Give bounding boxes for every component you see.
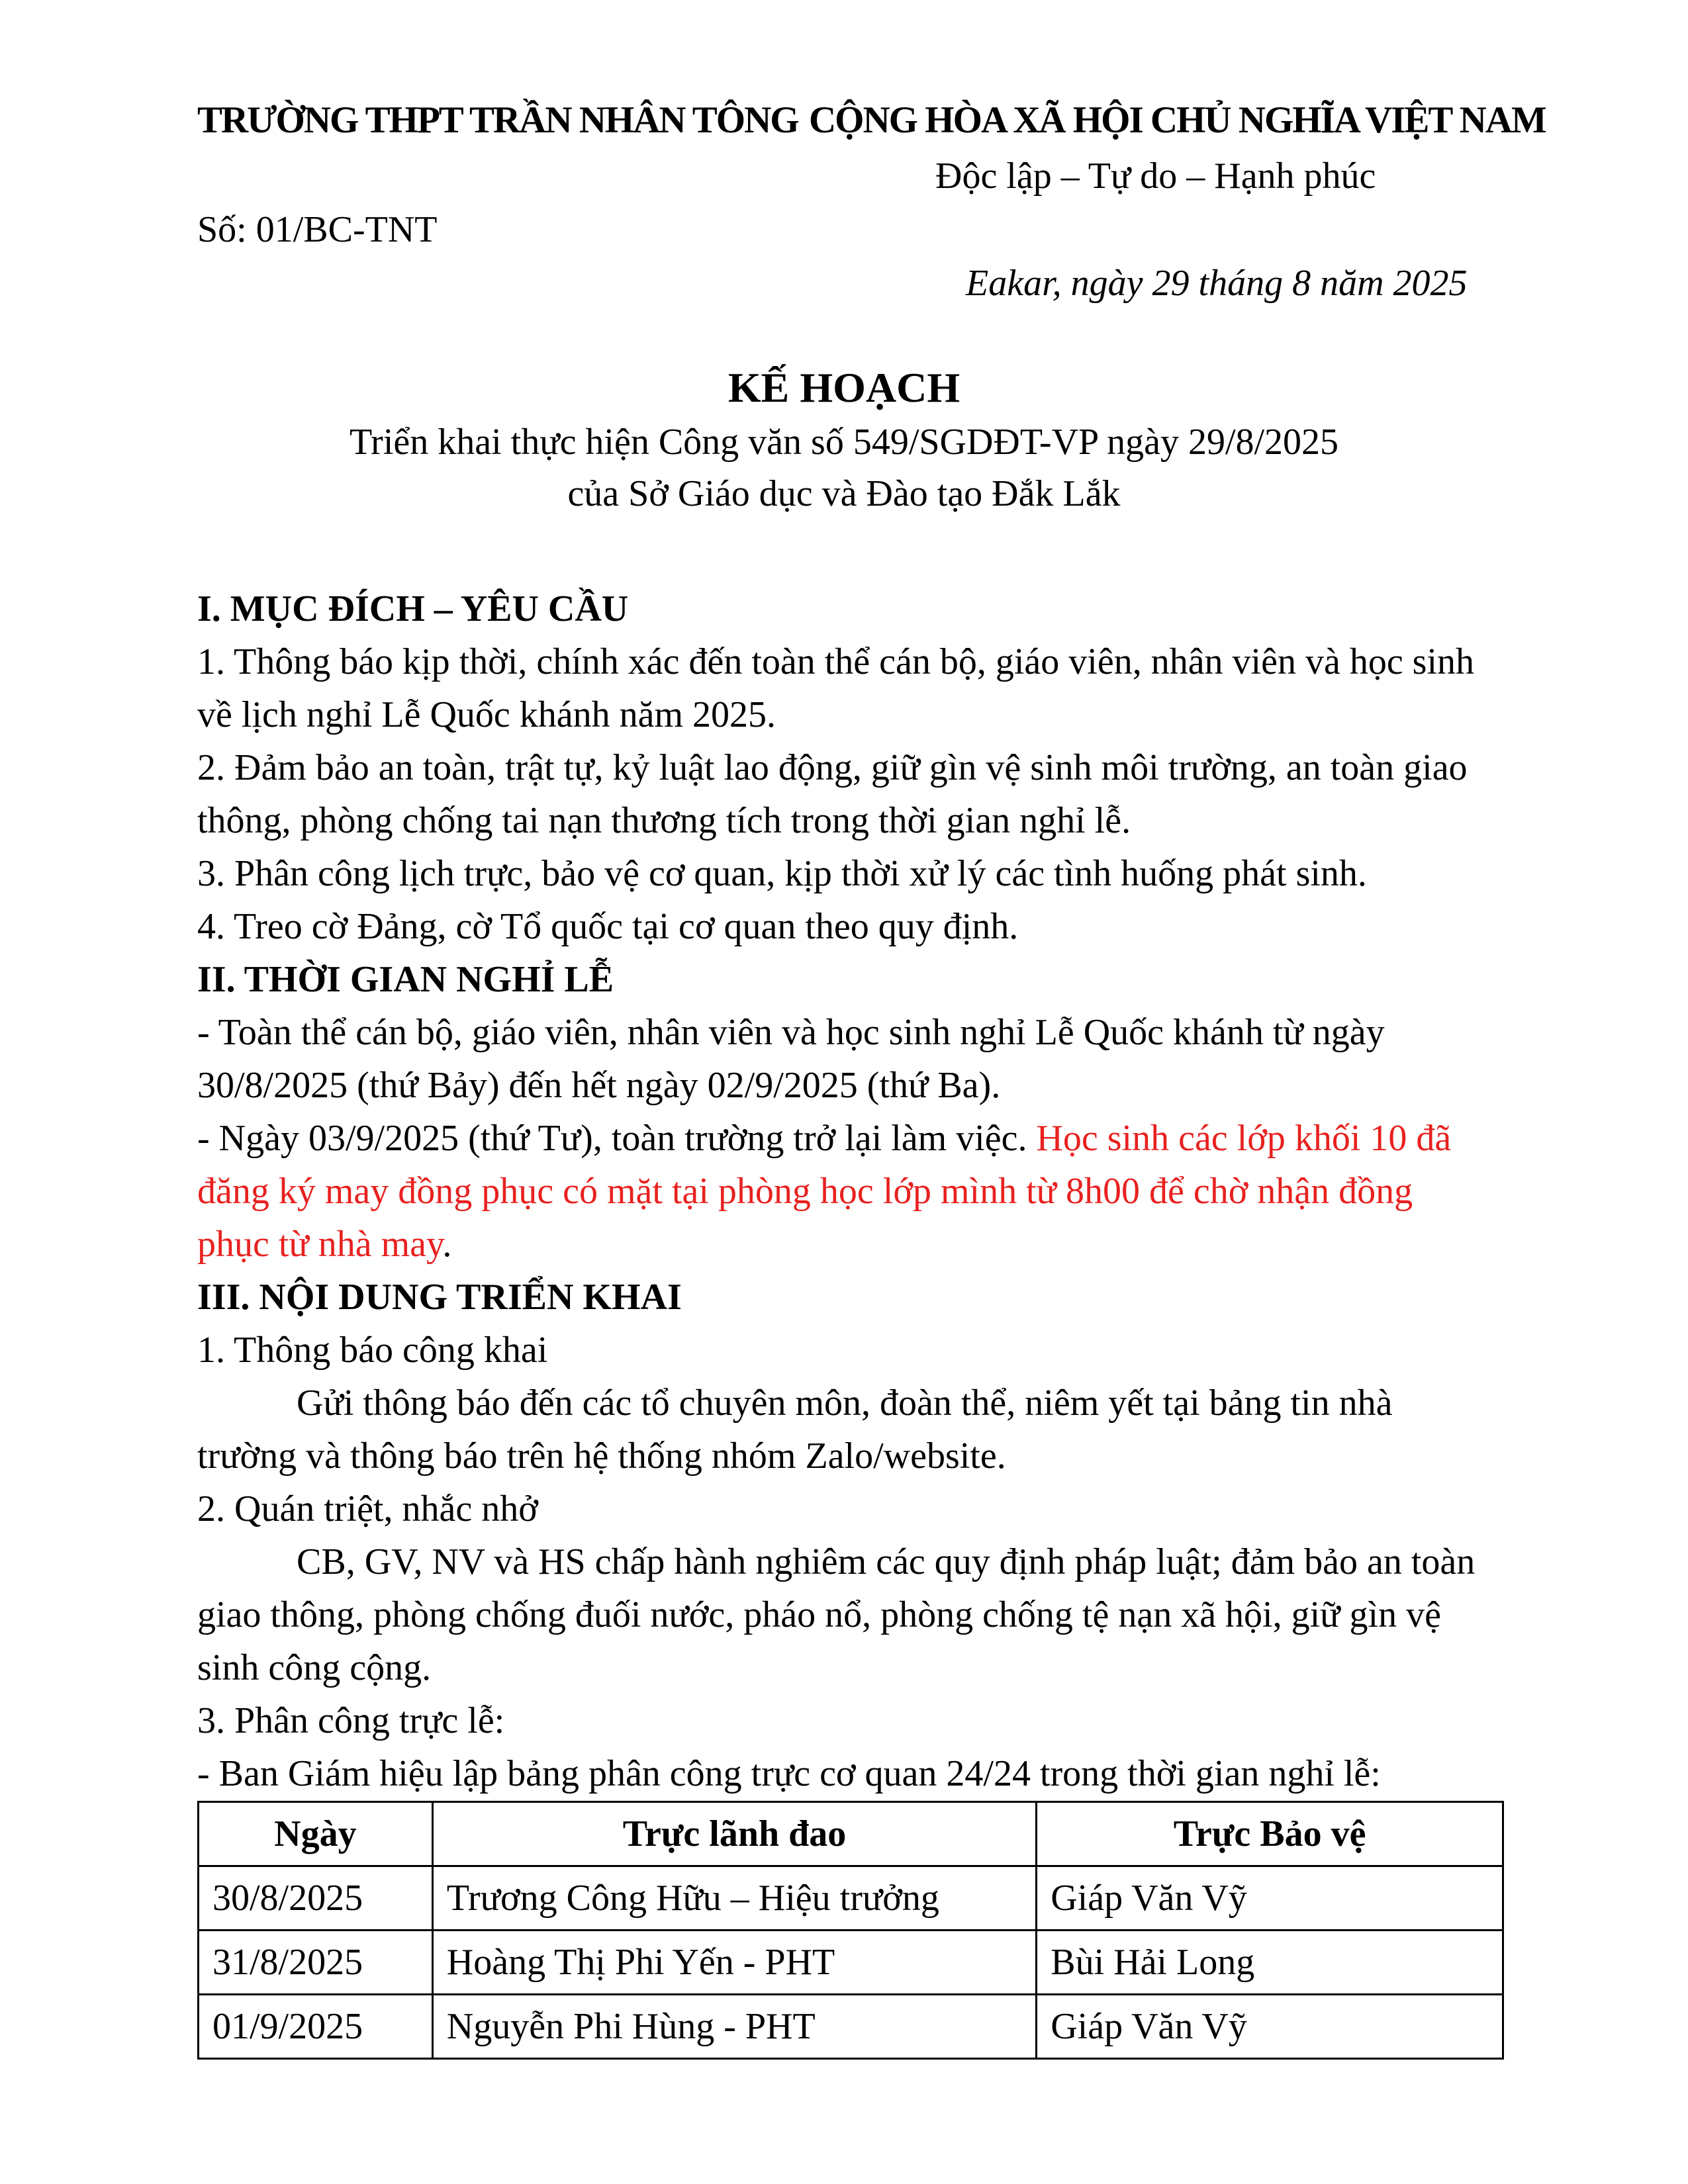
table-header-row — [199, 1802, 1503, 1866]
school-name: TRƯỜNG THPT TRẦN NHÂN TÔNG — [197, 99, 798, 141]
section2-line3-text: - Ngày 03/9/2025 (thứ Tư), toàn trường trở lại làm việc. — [197, 1118, 1037, 1159]
document-subtitle-line2: của Sở Giáo dục và Đào tạo Đắk Lắk — [567, 473, 1121, 514]
country-name: CỘNG HÒA XÃ HỘI CHỦ NGHĨA VIỆT NAM — [809, 99, 1546, 141]
document-number: Số: 01/BC-TNT — [197, 209, 438, 250]
cell-guard: Bùi Hải Long — [1037, 1931, 1503, 1995]
item1-line1: Gửi thông báo đến các tổ chuyên môn, đoàn thể, niêm yết tại bảng tin nhà — [297, 1383, 1393, 1424]
uniform-notice-end: phục từ nhà may — [197, 1224, 443, 1265]
section1-heading: I. MỤC ĐÍCH – YÊU CẦU — [197, 588, 629, 629]
section2-heading: II. THỜI GIAN NGHỈ LỄ — [197, 959, 614, 1000]
document-date: Eakar, ngày 29 tháng 8 năm 2025 — [966, 263, 1468, 304]
column-header-date: Ngày — [199, 1802, 433, 1866]
section2-line5 — [197, 1218, 451, 1271]
cell-leader: Hoàng Thị Phi Yến - PHT — [432, 1931, 1036, 1995]
table-row — [199, 1931, 1503, 1995]
cell-guard: Giáp Văn Vỹ — [1037, 1866, 1503, 1931]
item1-line2: trường và thông báo trên hệ thống nhóm Zalo/website. — [197, 1435, 1006, 1477]
section1-line: 4. Treo cờ Đảng, cờ Tổ quốc tại cơ quan theo quy định. — [197, 906, 1019, 947]
item2-line1: CB, GV, NV và HS chấp hành nghiêm các quy định pháp luật; đảm bảo an toàn — [297, 1541, 1476, 1582]
national-motto: Độc lập – Tự do – Hạnh phúc — [935, 156, 1376, 197]
uniform-notice-text: Học sinh các lớp khối 10 đã — [1036, 1118, 1452, 1159]
column-header-guard: Trực Bảo vệ — [1037, 1802, 1503, 1866]
section1-line: 1. Thông báo kịp thời, chính xác đến toàn thể cán bộ, giáo viên, nhân viên và học sinh — [197, 641, 1475, 682]
cell-date: 31/8/2025 — [199, 1931, 433, 1995]
section1-line: về lịch nghỉ Lễ Quốc khánh năm 2025. — [197, 694, 776, 735]
item2-title: 2. Quán triệt, nhắc nhở — [197, 1488, 538, 1529]
section2-line1: - Toàn thể cán bộ, giáo viên, nhân viên và học sinh nghỉ Lễ Quốc khánh từ ngày — [197, 1012, 1385, 1053]
item2-line2: giao thông, phòng chống đuối nước, pháo nổ, phòng chống tệ nạn xã hội, giữ gìn vệ — [197, 1594, 1441, 1635]
cell-guard: Giáp Văn Vỹ — [1037, 1995, 1503, 2059]
item3-line1: - Ban Giám hiệu lập bảng phân công trực cơ quan 24/24 trong thời gian nghỉ lễ: — [197, 1753, 1381, 1794]
item1-title: 1. Thông báo công khai — [197, 1330, 548, 1371]
column-header-leader: Trực lãnh đao — [432, 1802, 1036, 1866]
document-subtitle-line1: Triển khai thực hiện Công văn số 549/SGDĐT-VP ngày 29/8/2025 — [349, 422, 1339, 463]
section2-line2: 30/8/2025 (thứ Bảy) đến hết ngày 02/9/2025 (thứ Ba). — [197, 1065, 1001, 1106]
section1-line: 3. Phân công lịch trực, bảo vệ cơ quan, kịp thời xử lý các tình huống phát sinh. — [197, 853, 1367, 894]
cell-date: 30/8/2025 — [199, 1866, 433, 1931]
table-row — [199, 1995, 1503, 2059]
section2-line3 — [197, 1112, 1451, 1165]
uniform-notice-line: đăng ký may đồng phục có mặt tại phòng học lớp mình từ 8h00 để chờ nhận đồng — [197, 1171, 1413, 1212]
duty-schedule-table — [197, 1801, 1504, 2060]
document-title: KẾ HOẠCH — [727, 364, 961, 411]
section1-line: 2. Đảm bảo an toàn, trật tự, kỷ luật lao động, giữ gìn vệ sinh môi trường, an toàn giao — [197, 747, 1468, 788]
section3-heading: III. NỘI DUNG TRIỂN KHAI — [197, 1277, 682, 1318]
cell-leader: Trương Công Hữu – Hiệu trưởng — [432, 1866, 1036, 1931]
item2-line3: sinh công cộng. — [197, 1647, 432, 1688]
section1-line: thông, phòng chống tai nạn thương tích trong thời gian nghỉ lễ. — [197, 800, 1131, 841]
cell-leader: Nguyễn Phi Hùng - PHT — [432, 1995, 1036, 2059]
period: . — [442, 1224, 452, 1265]
item3-title: 3. Phân công trực lễ: — [197, 1700, 505, 1741]
table-row — [199, 1866, 1503, 1931]
cell-date: 01/9/2025 — [199, 1995, 433, 2059]
